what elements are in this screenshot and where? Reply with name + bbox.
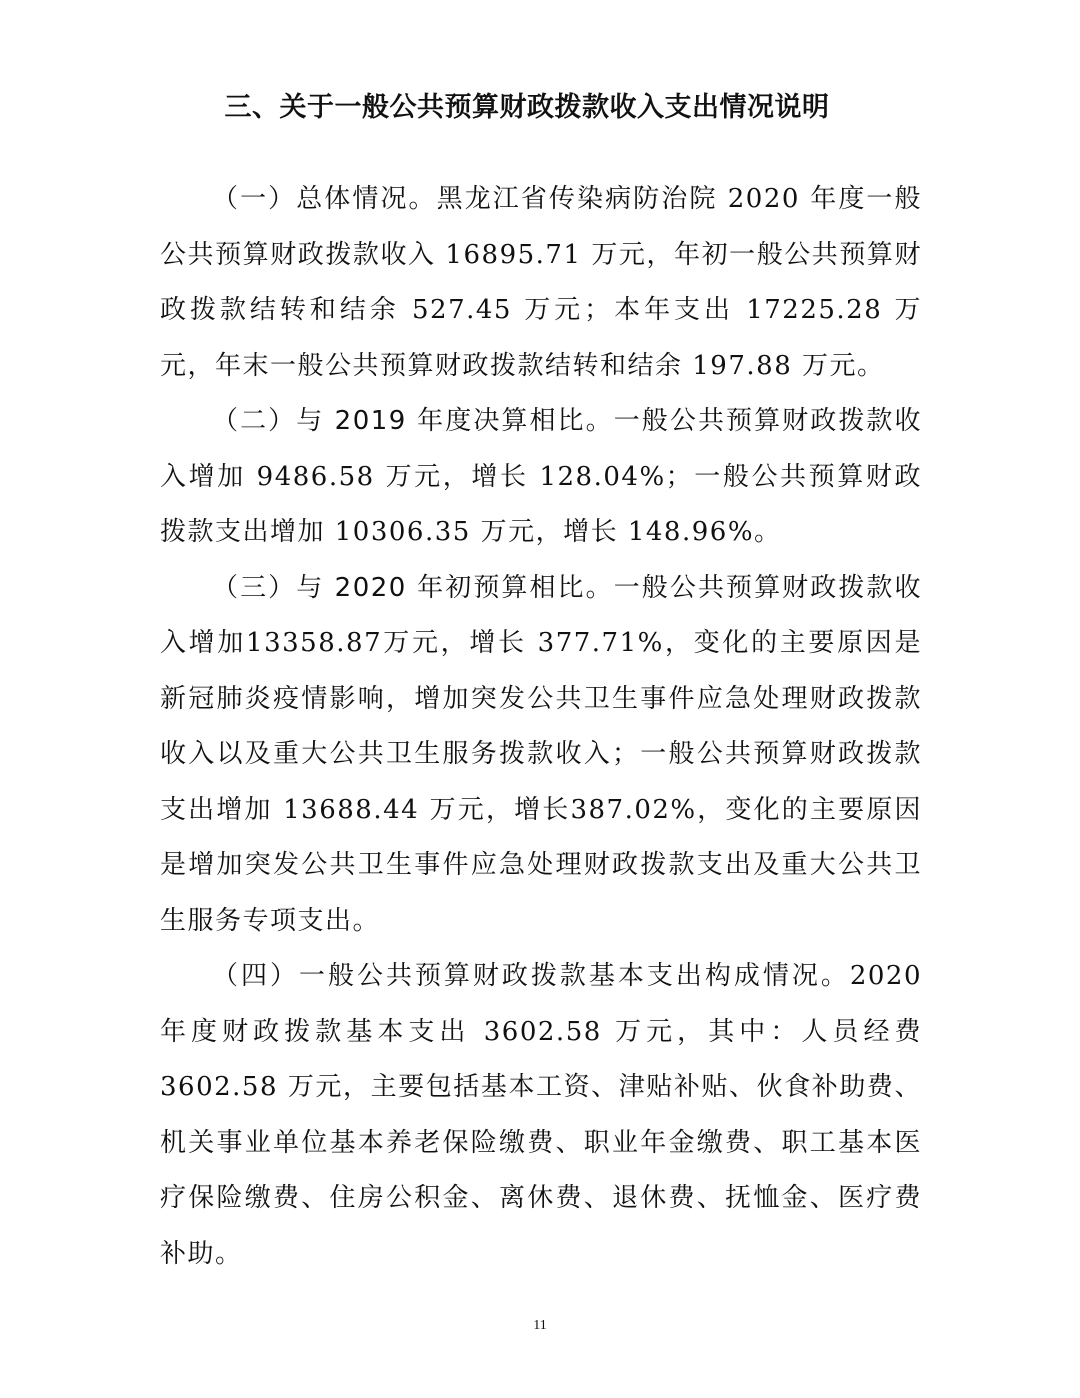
section-heading: 三、关于一般公共预算财政拨款收入支出情况说明 bbox=[224, 92, 830, 123]
paragraph-vs-2019 bbox=[160, 394, 922, 561]
paragraph-text: 一般公共预算财政拨款收入增加 9486.58 万元，增长 128.04%；一般公共预算财政拨款支出增加 10306.35 万元，增长 148.96%。 bbox=[160, 406, 922, 547]
paragraph-lead: （四）一般公共预算财政拨款基本支出构成情况。 bbox=[212, 961, 850, 991]
paragraph-text: 一般公共预算财政拨款收入增加13358.87万元，增长 377.71%，变化的主要原因是新冠肺炎疫情影响，增加突发公共卫生事件应急处理财政拨款收入以及重大公共卫生服务拨款收入；一般公共预算财政拨款支出增加 13688.44 万元，增长387.02%，变化的主要原因是增加突发公共卫生事件应急处理财政拨款支出及重大公共卫生服务专项支出。 bbox=[160, 572, 922, 936]
paragraph-basic-expenditure bbox=[160, 949, 922, 1282]
paragraph-lead: （三）与 2020 年初预算相比。 bbox=[212, 572, 614, 603]
paragraph-vs-budget bbox=[160, 561, 922, 950]
page-number: 11 bbox=[533, 1318, 547, 1333]
body-text bbox=[160, 172, 922, 1282]
paragraph-lead: （二）与 2019 年度决算相比。 bbox=[212, 406, 614, 436]
paragraph-text: 2020 年度财政拨款基本支出 3602.58 万元，其中：人员经费 3602.58 万元，主要包括基本工资、津贴补贴、伙食补助费、机关事业单位基本养老保险缴费、职业年金缴费、职工基本医疗保险缴费、住房公积金、离休费、退休费、抚恤金、医疗费补助。 bbox=[160, 961, 922, 1269]
paragraph-lead: （一）总体情况。 bbox=[212, 184, 437, 214]
paragraph-text: 黑龙江省传染病防治院 2020 年度一般公共预算财政拨款收入 16895.71 万元，年初一般公共预算财政拨款结转和结余 527.45 万元；本年支出 17225.28 万元，年末一般公共预算财政拨款结转和结余 197.88 万元。 bbox=[160, 184, 922, 381]
paragraph-overall bbox=[160, 172, 922, 394]
